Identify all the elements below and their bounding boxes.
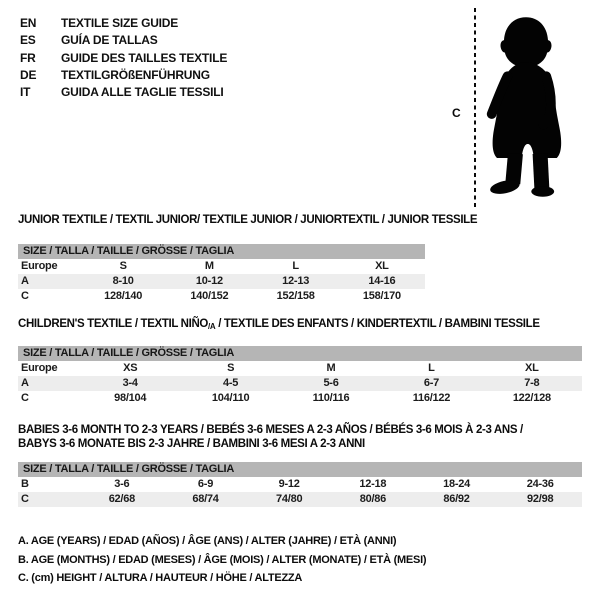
section-title-line: CHILDREN'S TEXTILE / TEXTIL NIÑO/A / TEXTILE DES ENFANTS / KINDERTEXTIL / BAMBINI TESSILE [18,318,540,331]
section-title [18,424,582,451]
language-code: IT [20,85,31,100]
size-cell: M [326,361,336,374]
row-label: B [21,478,29,490]
size-cell: 116/122 [412,391,451,404]
size-cell: 4-5 [223,376,239,389]
legend [18,532,426,588]
size-cell: 86/92 [443,493,470,505]
language-title: TEXTILGRÖßENFÜHRUNG [61,67,210,82]
size-cell: 12-18 [359,478,387,490]
size-header-bar: SIZE / TALLA / TAILLE / GRÖSSE / TAGLIA [18,244,425,259]
size-cell: 7-8 [524,376,540,389]
row-label: C [21,493,29,505]
section-title-line: BABIES 3-6 MONTH TO 2-3 YEARS / BEBÉS 3-6 MESES A 2-3 AÑOS / BÉBÉS 3-6 MOIS À 2-3 ANS / [18,424,523,436]
size-cell: XL [525,361,539,374]
size-cell: 152/158 [276,289,315,302]
section-title-line: JUNIOR TEXTILE / TEXTIL JUNIOR/ TEXTILE JUNIOR / JUNIORTEXTIL / JUNIOR TESSILE [18,214,478,226]
row-label: C [21,289,29,302]
table-row [18,289,425,304]
legend-line-c: C. (cm) HEIGHT / ALTURA / HAUTEUR / HÖHE / ALTEZZA [18,572,303,584]
section-childrens-textile [18,318,582,406]
size-cell: XL [375,259,389,272]
size-cell: 3-4 [122,376,138,389]
row-label: A [21,274,29,287]
language-row [20,15,227,32]
language-row [20,50,227,67]
table-row [18,259,425,274]
section-title [18,318,582,332]
table-row [18,361,582,376]
size-cell: 14-16 [368,274,396,287]
size-cell: 5-6 [323,376,339,389]
baby-silhouette-icon [482,5,570,209]
language-title: GUIDA ALLE TAGLIE TESSILI [61,85,224,100]
size-cell: 128/140 [104,289,143,302]
table-row [18,274,425,289]
size-cell: 18-24 [443,478,470,490]
size-cell: 158/170 [362,289,401,302]
size-cell: 6-7 [423,376,439,389]
size-cell: L [292,259,299,272]
size-cell: 110/116 [312,391,350,404]
size-cell: 62/68 [108,493,135,505]
row-label: A [21,376,29,389]
size-cell: L [428,361,435,374]
language-code: DE [20,67,37,82]
size-header-bar: SIZE / TALLA / TAILLE / GRÖSSE / TAGLIA [18,346,582,361]
language-row [20,84,227,101]
table-row [18,391,582,406]
size-cell: 12-13 [282,274,310,287]
table-row [18,376,582,391]
size-cell: 9-12 [278,478,300,490]
table-row [18,477,582,492]
language-title: GUIDE DES TAILLES TEXTILE [61,50,228,65]
size-cell: 8-10 [112,274,134,287]
size-cell: 10-12 [195,274,223,287]
size-cell: S [227,361,235,374]
section-junior-textile [18,214,582,304]
size-cell: 140/152 [190,289,229,302]
size-cell: 92/98 [527,493,554,505]
language-title: TEXTILE SIZE GUIDE [61,16,179,30]
row-label: Europe [21,259,58,272]
size-cell: 68/74 [192,493,219,505]
language-code: ES [20,33,36,48]
language-title-list [20,15,227,101]
size-cell: XS [123,361,138,374]
size-cell: 6-9 [197,478,214,490]
language-row [20,67,227,84]
legend-line-b: B. AGE (MONTHS) / EDAD (MESES) / ÂGE (MOIS) / ALTER (MONATE) / ETÀ (MESI) [18,553,427,566]
size-cell: 74/80 [276,493,303,505]
size-cell: 80/86 [359,493,386,505]
language-title: GUÍA DE TALLAS [61,33,158,48]
size-header-bar: SIZE / TALLA / TAILLE / GRÖSSE / TAGLIA [18,462,582,477]
language-row [20,32,227,49]
size-cell: 98/104 [114,391,147,404]
height-measure-line [474,8,476,210]
size-cell: 24-36 [526,478,554,490]
size-table [18,361,582,406]
row-label: Europe [21,361,58,374]
size-cell: 3-6 [114,478,130,490]
row-label: C [21,391,29,404]
table-row [18,492,582,507]
height-label-c: C [452,106,461,120]
size-cell: 104/110 [211,391,250,404]
language-code: EN [20,16,37,30]
size-cell: S [119,259,127,272]
section-babies-textile [18,424,582,507]
section-title-line: BABYS 3-6 MONATE BIS 2-3 JAHRE / BAMBINI 3-6 MESI A 2-3 ANNI [18,437,365,450]
language-code: FR [20,50,36,65]
size-table [18,259,425,304]
size-table [18,477,582,507]
size-cell: 122/128 [512,391,551,404]
size-cell: M [204,259,214,272]
legend-line-a: A. AGE (YEARS) / EDAD (AÑOS) / ÂGE (ANS) / ALTER (JAHRE) / ETÀ (ANNI) [18,535,397,547]
section-title [18,214,582,228]
